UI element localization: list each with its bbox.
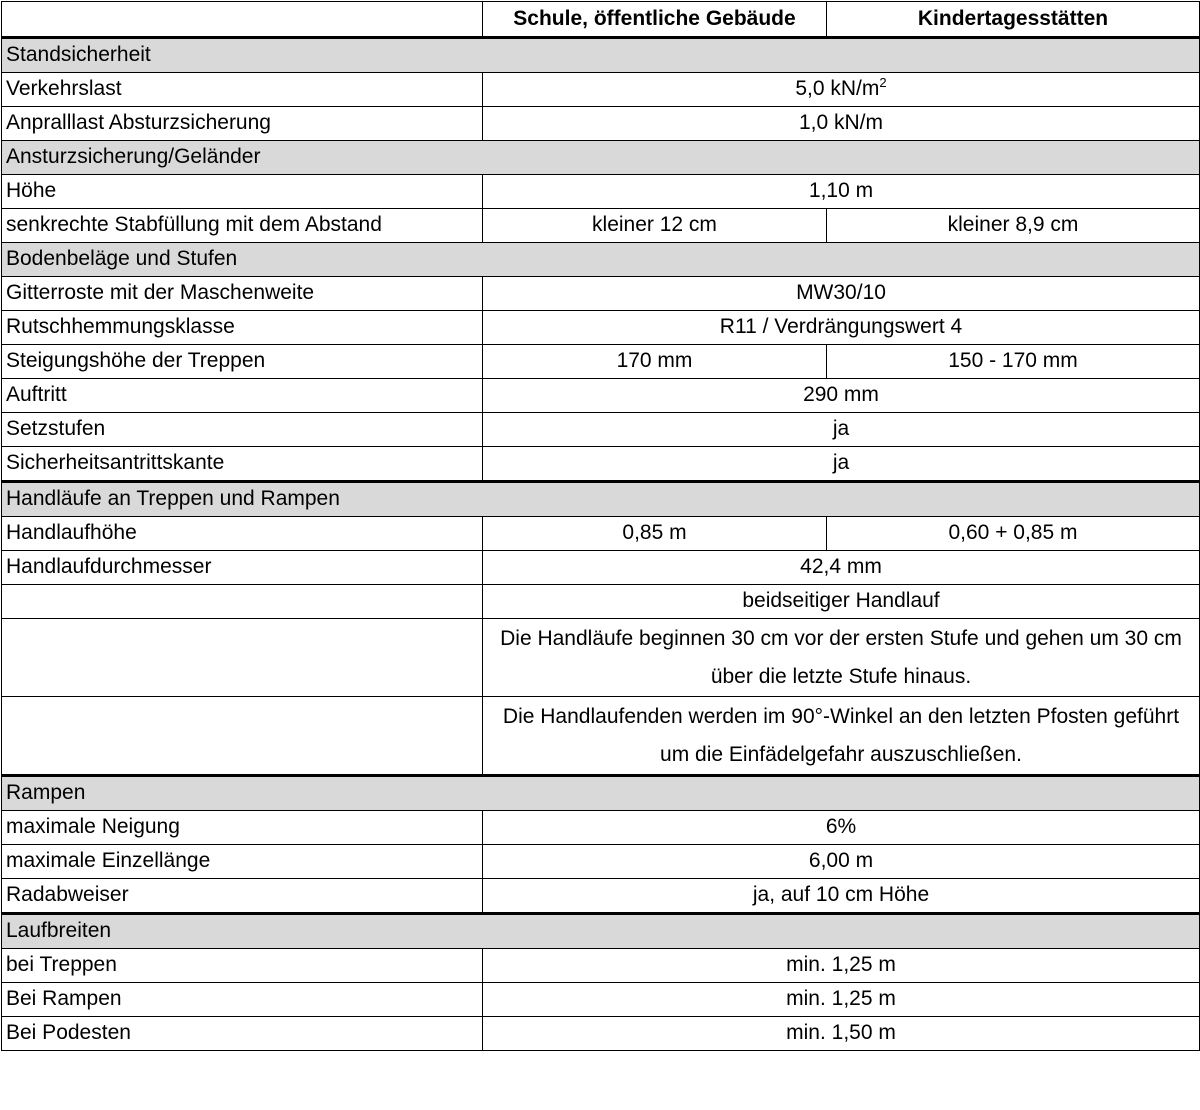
row-label: Radabweiser xyxy=(2,879,483,914)
section-row-laufbreiten xyxy=(2,914,1200,949)
row-value: 6,00 m xyxy=(483,845,1200,879)
row-label: bei Treppen xyxy=(2,949,483,983)
row-label: Gitterroste mit der Maschenweite xyxy=(2,277,483,311)
row-value-kita: 150 - 170 mm xyxy=(827,345,1200,379)
row-value: MW30/10 xyxy=(483,277,1200,311)
section-title: Laufbreiten xyxy=(2,914,1200,949)
row-label: senkrechte Stabfüllung mit dem Abstand xyxy=(2,209,483,243)
table-row xyxy=(2,879,1200,914)
row-label: Bei Rampen xyxy=(2,983,483,1017)
row-value: ja xyxy=(483,447,1200,482)
row-value: 1,10 m xyxy=(483,175,1200,209)
section-row-bodenbelaege xyxy=(2,243,1200,277)
row-label: maximale Einzellänge xyxy=(2,845,483,879)
row-value: min. 1,50 m xyxy=(483,1017,1200,1051)
row-value: min. 1,25 m xyxy=(483,949,1200,983)
table-row xyxy=(2,345,1200,379)
table-row xyxy=(2,277,1200,311)
table-row xyxy=(2,73,1200,107)
table-row xyxy=(2,845,1200,879)
row-label: Handlaufhöhe xyxy=(2,517,483,551)
table-row xyxy=(2,311,1200,345)
table-row xyxy=(2,983,1200,1017)
table-row xyxy=(2,1017,1200,1051)
row-value: ja xyxy=(483,413,1200,447)
row-value: ja, auf 10 cm Höhe xyxy=(483,879,1200,914)
requirements-table xyxy=(1,1,1200,1051)
row-label: Bei Podesten xyxy=(2,1017,483,1051)
row-label: Setzstufen xyxy=(2,413,483,447)
row-value: 1,0 kN/m xyxy=(483,107,1200,141)
section-title: Handläufe an Treppen und Rampen xyxy=(2,482,1200,517)
row-value-school: 170 mm xyxy=(483,345,827,379)
section-title: Bodenbeläge und Stufen xyxy=(2,243,1200,277)
row-value: 290 mm xyxy=(483,379,1200,413)
row-label: Sicherheitsantrittskante xyxy=(2,447,483,482)
section-row-rampen xyxy=(2,776,1200,811)
section-title: Standsicherheit xyxy=(2,38,1200,73)
unit-superscript: 2 xyxy=(879,75,887,91)
row-value: Die Handlaufenden werden im 90°-Winkel an den letzten Pfosten geführt um die Einfädelgefahr auszuschließen. xyxy=(483,697,1200,776)
row-value: 6% xyxy=(483,811,1200,845)
row-value-cell xyxy=(483,73,1200,107)
table-header-row xyxy=(2,2,1200,38)
row-value: min. 1,25 m xyxy=(483,983,1200,1017)
row-value: Die Handläufe beginnen 30 cm vor der ersten Stufe und gehen um 30 cm über die letzte Stufe hinaus. xyxy=(483,619,1200,697)
table-row xyxy=(2,209,1200,243)
table-row xyxy=(2,517,1200,551)
row-value: R11 / Verdrängungswert 4 xyxy=(483,311,1200,345)
row-value: 42,4 mm xyxy=(483,551,1200,585)
header-school-cell: Schule, öffentliche Gebäude xyxy=(483,2,827,38)
row-label xyxy=(2,619,483,697)
table-row xyxy=(2,107,1200,141)
section-title: Rampen xyxy=(2,776,1200,811)
table-row xyxy=(2,551,1200,585)
row-value: beidseitiger Handlauf xyxy=(483,585,1200,619)
table-row xyxy=(2,379,1200,413)
row-label: Steigungshöhe der Treppen xyxy=(2,345,483,379)
table-row xyxy=(2,413,1200,447)
table-row xyxy=(2,619,1200,697)
row-label: Handlaufdurchmesser xyxy=(2,551,483,585)
header-kita-cell: Kindertagesstätten xyxy=(827,2,1200,38)
table-row xyxy=(2,447,1200,482)
row-label: Höhe xyxy=(2,175,483,209)
row-label: Verkehrslast xyxy=(2,73,483,107)
table-row xyxy=(2,697,1200,776)
section-row-standsicherheit xyxy=(2,38,1200,73)
section-row-gelaender xyxy=(2,141,1200,175)
section-row-handlaeufe xyxy=(2,482,1200,517)
row-value: 5,0 kN/m xyxy=(795,77,880,101)
table-row xyxy=(2,175,1200,209)
table-row xyxy=(2,811,1200,845)
row-value-kita: 0,60 + 0,85 m xyxy=(827,517,1200,551)
row-value-school: 0,85 m xyxy=(483,517,827,551)
row-label: maximale Neigung xyxy=(2,811,483,845)
row-value-kita: kleiner 8,9 cm xyxy=(827,209,1200,243)
row-label: Auftritt xyxy=(2,379,483,413)
header-empty-cell xyxy=(2,2,483,38)
row-label: Anpralllast Absturzsicherung xyxy=(2,107,483,141)
row-value-school: kleiner 12 cm xyxy=(483,209,827,243)
section-title: Ansturzsicherung/Geländer xyxy=(2,141,1200,175)
row-label xyxy=(2,585,483,619)
row-label: Rutschhemmungsklasse xyxy=(2,311,483,345)
table-row xyxy=(2,585,1200,619)
table-row xyxy=(2,949,1200,983)
row-label xyxy=(2,697,483,776)
